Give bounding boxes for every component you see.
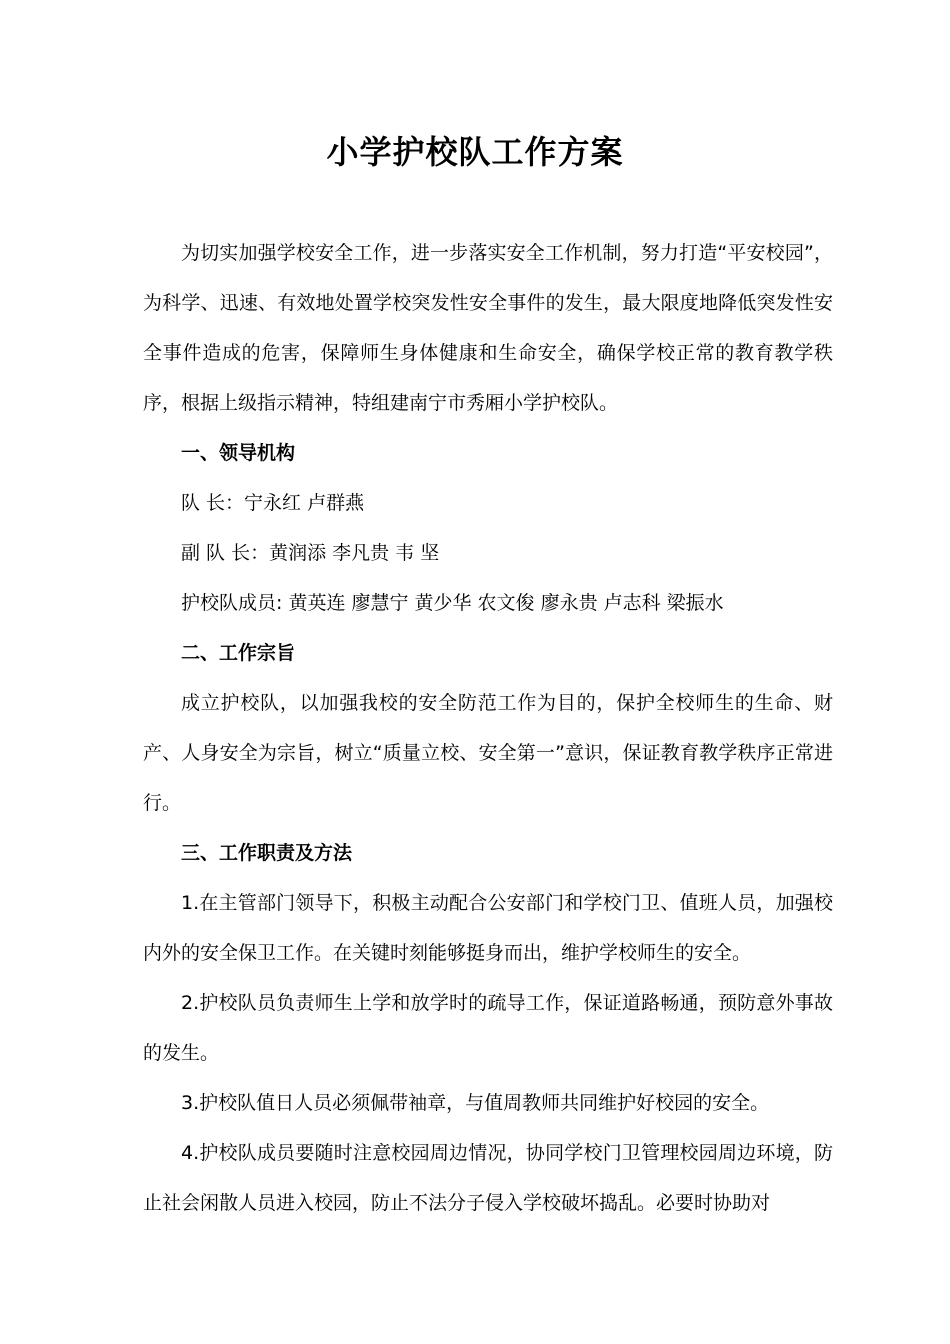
section-heading-leadership: 一、领导机构 <box>181 442 296 464</box>
purpose-paragraph: 成立护校队，以加强我校的安全防范工作为目的，保护全校师生的生命、财产、人身安全为宗旨，树立“质量立校、安全第一”意识，保证教育教学秩序正常进行。 <box>143 692 833 814</box>
document-title: 小学护校队工作方案 <box>326 133 624 171</box>
document-body <box>143 228 833 1228</box>
section-heading-purpose: 二、工作宗旨 <box>181 642 296 664</box>
section-heading-duties: 三、工作职责及方法 <box>181 842 353 864</box>
vice-captain-line: 副 队 长：黄润添 李凡贵 韦 坚 <box>181 542 440 564</box>
members-line: 护校队成员: 黄英连 廖慧宁 黄少华 农文俊 廖永贵 卢志科 梁振水 <box>181 592 724 614</box>
duty-item-3: 3.护校队值日人员必须佩带袖章，与值周教师共同维护好校园的安全。 <box>181 1092 770 1114</box>
duty-item-1: 1.在主管部门领导下，积极主动配合公安部门和学校门卫、值班人员，加强校内外的安全保卫工作。在关键时刻能够挺身而出，维护学校师生的安全。 <box>143 892 833 964</box>
intro-paragraph: 为切实加强学校安全工作，进一步落实安全工作机制，努力打造“平安校园”，为科学、迅速、有效地处置学校突发性安全事件的发生，最大限度地降低突发性安全事件造成的危害，保障师生身体健康和生命安全，确保学校正常的教育教学秩序，根据上级指示精神，特组建南宁市秀厢小学护校队。 <box>143 242 833 414</box>
duty-item-4: 4.护校队成员要随时注意校园周边情况，协同学校门卫管理校园周边环境，防止社会闲散人员进入校园，防止不法分子侵入学校破坏捣乱。必要时协助对 <box>143 1142 833 1214</box>
duty-item-2: 2.护校队员负责师生上学和放学时的疏导工作，保证道路畅通，预防意外事故的发生。 <box>143 992 833 1064</box>
captain-line: 队 长：宁永红 卢群燕 <box>181 492 365 514</box>
